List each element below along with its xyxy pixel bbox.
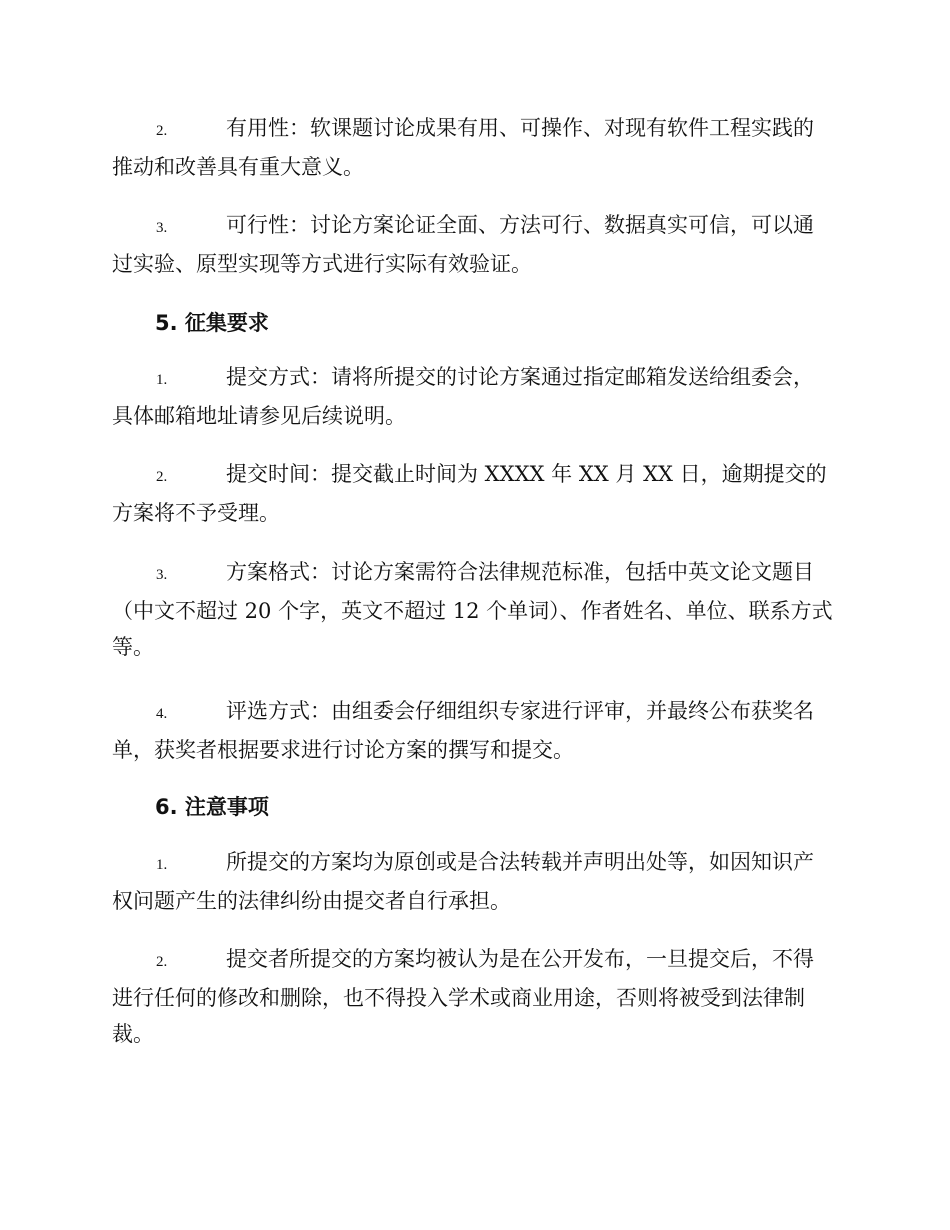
list-item-number: 2.: [156, 469, 168, 485]
list-item-number: 3.: [156, 220, 168, 236]
list-item-publication: [112, 941, 834, 1052]
list-item-text: 提交者所提交的方案均被认为是在公开发布，一旦提交后，不得进行任何的修改和删除，也不得投入学术或商业用途，否则将被受到法律制裁。: [112, 947, 814, 1046]
section-heading-requirements: 5. 征集要求: [155, 311, 269, 335]
list-item-number: 2.: [156, 954, 168, 970]
list-item-number: 2.: [156, 123, 168, 139]
list-item-submission-time: [112, 456, 834, 531]
list-item-text: 所提交的方案均为原创或是合法转载并声明出处等，如因知识产权问题产生的法律纠纷由提交者自行承担。: [112, 850, 814, 913]
list-item-text: 提交方式：请将所提交的讨论方案通过指定邮箱发送给组委会，具体邮箱地址请参见后续说明。: [112, 365, 814, 428]
section-heading-notes: 6. 注意事项: [155, 795, 269, 819]
list-item-text: 评选方式：由组委会仔细组织专家进行评审，并最终公布获奖名单，获奖者根据要求进行讨论方案的撰写和提交。: [112, 699, 814, 762]
list-item-text: 方案格式：讨论方案需符合法律规范标准，包括中英文论文题目（中文不超过 20 个字，英文不超过 12 个单词）、作者姓名、单位、联系方式等。: [112, 560, 833, 659]
list-item-number: 1.: [156, 857, 168, 873]
list-item-text: 提交时间：提交截止时间为 XXXX 年 XX 月 XX 日，逾期提交的方案将不予受理。: [112, 462, 827, 525]
list-item-text: 可行性：讨论方案论证全面、方法可行、数据真实可信，可以通过实验、原型实现等方式进行实际有效验证。: [112, 213, 814, 276]
list-item-number: 3.: [156, 567, 168, 583]
list-item-submission-method: [112, 359, 834, 434]
list-item-usefulness: [112, 110, 834, 185]
list-item-number: 1.: [156, 372, 168, 388]
list-item-text: 有用性：软课题讨论成果有用、可操作、对现有软件工程实践的推动和改善具有重大意义。: [112, 116, 814, 179]
list-item-format: [112, 554, 834, 665]
list-item-feasibility: [112, 207, 834, 282]
list-item-selection: [112, 693, 834, 768]
list-item-number: 4.: [156, 706, 168, 722]
list-item-originality: [112, 844, 834, 919]
